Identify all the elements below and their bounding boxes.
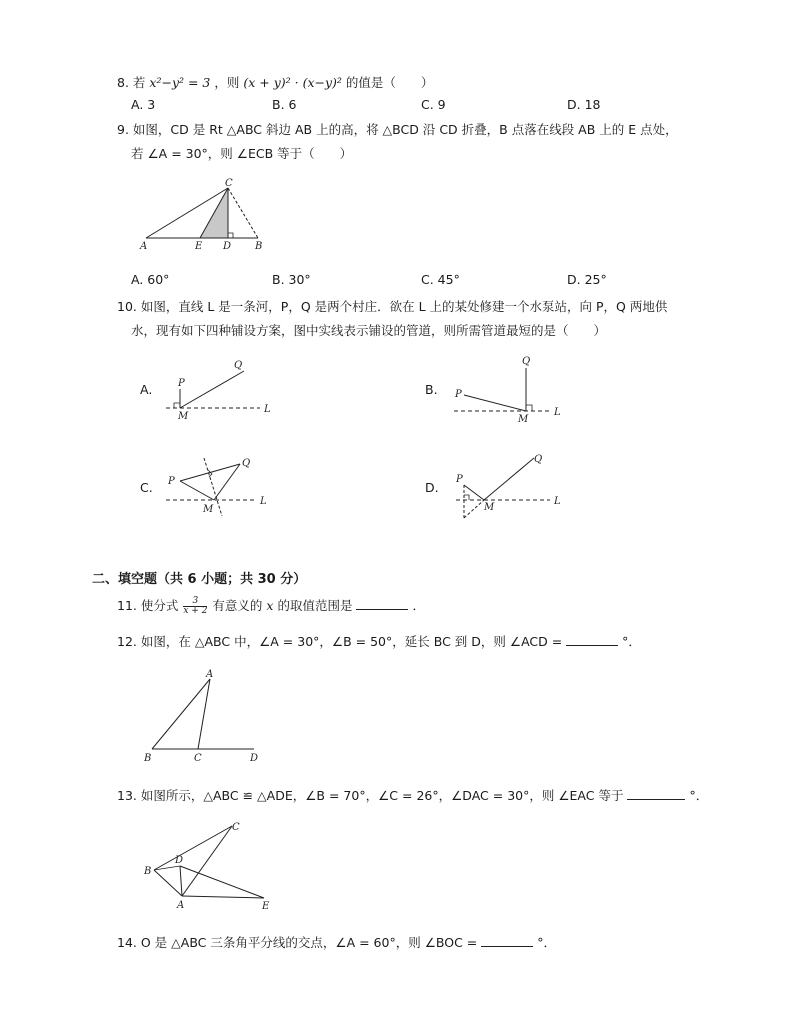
question-11 bbox=[117, 597, 425, 616]
label-d: D bbox=[175, 855, 184, 866]
fraction bbox=[183, 597, 207, 616]
question-text: O 是 △ABC 三条角平分线的交点，∠A = 60°，则 ∠BOC = bbox=[140, 935, 482, 950]
answer-blank[interactable] bbox=[566, 633, 618, 646]
figure-q9-triangle bbox=[130, 176, 280, 256]
answer-blank[interactable] bbox=[481, 934, 533, 947]
option-c: C. 45° bbox=[421, 272, 460, 287]
question-text: 如图所示，△ABC ≌ △ADE，∠B = 70°，∠C = 26°，∠DAC = 30°，则 ∠EAC 等于 bbox=[140, 788, 624, 803]
answer-blank[interactable] bbox=[627, 787, 685, 800]
right-angle-mark bbox=[174, 403, 180, 408]
label-q: Q bbox=[522, 356, 531, 367]
pipe-pm bbox=[180, 481, 214, 500]
label-m: M bbox=[203, 504, 214, 515]
label-b: B bbox=[144, 866, 152, 877]
question-text: 若 bbox=[132, 75, 150, 90]
option-c: C. 9 bbox=[421, 97, 446, 112]
right-angle-mark bbox=[228, 233, 233, 238]
math-expression: x²−y² = 3 bbox=[149, 75, 211, 90]
option-label-c: C. bbox=[140, 480, 153, 495]
label-p: P bbox=[456, 474, 463, 485]
math-variable: x bbox=[266, 598, 274, 613]
question-text: 使分式 bbox=[140, 598, 183, 613]
question-text: °． bbox=[622, 634, 641, 649]
question-text: 的值是（ ） bbox=[345, 75, 434, 90]
label-p: P bbox=[168, 476, 175, 487]
question-number: 11. bbox=[117, 598, 137, 613]
question-number: 8. bbox=[117, 75, 129, 90]
label-l: L bbox=[264, 404, 271, 415]
label-c: C bbox=[232, 822, 240, 833]
label-b: B bbox=[255, 241, 263, 252]
label-d: D bbox=[250, 753, 259, 764]
segment-bc bbox=[154, 826, 232, 870]
pipe-mq bbox=[214, 464, 240, 500]
pipe-mq bbox=[180, 371, 244, 408]
question-text: 有意义的 bbox=[212, 598, 267, 613]
answer-blank[interactable] bbox=[356, 597, 408, 610]
label-q: Q bbox=[534, 454, 543, 465]
option-d: D. 18 bbox=[567, 97, 601, 112]
label-l: L bbox=[554, 496, 561, 507]
label-q: Q bbox=[234, 360, 243, 371]
option-label-d: D. bbox=[425, 480, 439, 495]
label-b: B bbox=[144, 753, 152, 764]
segment-ba bbox=[154, 870, 182, 896]
segment-ad bbox=[180, 866, 182, 896]
segment-ac bbox=[182, 826, 232, 896]
question-8 bbox=[117, 74, 433, 92]
label-d: D bbox=[223, 241, 232, 252]
question-text: 如图，直线 L 是一条河，P，Q 是两个村庄．欲在 L 上的某处修建一个水泵站，向 P，Q 两地供 bbox=[140, 299, 668, 314]
label-p: P bbox=[455, 389, 462, 400]
fraction-numerator: 3 bbox=[183, 597, 207, 607]
question-text: °． bbox=[537, 935, 556, 950]
option-a: A. 3 bbox=[131, 97, 156, 112]
option-a: A. 60° bbox=[131, 272, 170, 287]
question-text: 如图，在 △ABC 中，∠A = 30°，∠B = 50°，延长 BC 到 D，则 ∠ACD = bbox=[140, 634, 567, 649]
figure-q13-congruent-triangles bbox=[140, 818, 280, 913]
option-b: B. 6 bbox=[272, 97, 297, 112]
pipe-pm bbox=[464, 395, 526, 411]
label-m: M bbox=[484, 502, 495, 513]
math-expression: (x + y)² · (x−y)² bbox=[243, 75, 342, 90]
right-angle-mark bbox=[526, 405, 532, 411]
label-c: C bbox=[194, 753, 202, 764]
figure-q10-c bbox=[160, 450, 280, 520]
figure-q12-triangle bbox=[140, 665, 270, 765]
label-m: M bbox=[518, 414, 529, 425]
question-12 bbox=[117, 633, 641, 651]
reflection-segment-dashed bbox=[464, 500, 484, 518]
label-a: A bbox=[140, 241, 148, 252]
question-14 bbox=[117, 934, 556, 952]
question-text: 如图，CD 是 Rt △ABC 斜边 AB 上的高，将 △BCD 沿 CD 折叠，B 点落在线段 AB 上的 E 点处， bbox=[132, 122, 678, 137]
segment-ac bbox=[198, 679, 210, 749]
section-title: 二、填空题（共 6 小题；共 30 分） bbox=[92, 572, 307, 587]
option-d: D. 25° bbox=[567, 272, 607, 287]
pipe-mq bbox=[484, 458, 534, 500]
label-c: C bbox=[225, 178, 233, 189]
question-9-line2: 若 ∠A = 30°，则 ∠ECB 等于（ ） bbox=[131, 146, 353, 161]
question-number: 10. bbox=[117, 299, 137, 314]
question-9 bbox=[117, 121, 678, 139]
question-text: ． bbox=[412, 598, 425, 613]
label-l: L bbox=[554, 407, 561, 418]
label-a: A bbox=[206, 669, 214, 680]
label-e: E bbox=[195, 241, 203, 252]
label-p: P bbox=[178, 378, 185, 389]
question-10 bbox=[117, 298, 667, 316]
question-number: 12. bbox=[117, 634, 137, 649]
segment-cb-dashed bbox=[228, 188, 258, 238]
figure-q10-b bbox=[450, 350, 570, 425]
label-q: Q bbox=[242, 458, 251, 469]
figure-q10-d bbox=[450, 448, 570, 528]
question-text: 的取值范围是 bbox=[277, 598, 353, 613]
question-number: 14. bbox=[117, 935, 137, 950]
question-number: 9. bbox=[117, 122, 129, 137]
label-a: A bbox=[177, 900, 185, 911]
label-l: L bbox=[260, 496, 267, 507]
question-text: °． bbox=[689, 788, 709, 803]
segment-ae bbox=[182, 896, 264, 898]
label-e: E bbox=[262, 901, 270, 912]
question-number: 13. bbox=[117, 788, 137, 803]
fraction-denominator: x + 2 bbox=[183, 606, 208, 616]
figure-q10-a bbox=[160, 355, 280, 425]
pipe-pm bbox=[464, 485, 484, 500]
option-label-b: B. bbox=[425, 382, 438, 397]
label-m: M bbox=[178, 411, 189, 422]
question-10-line2: 水，现有如下四种铺设方案，图中实线表示铺设的管道，则所需管道最短的是（ ） bbox=[131, 323, 607, 338]
segment-ba bbox=[152, 679, 210, 749]
right-angle-mark bbox=[464, 495, 469, 500]
question-13 bbox=[117, 787, 708, 805]
option-label-a: A. bbox=[140, 382, 153, 397]
question-text: ，则 bbox=[214, 75, 244, 90]
option-b: B. 30° bbox=[272, 272, 311, 287]
